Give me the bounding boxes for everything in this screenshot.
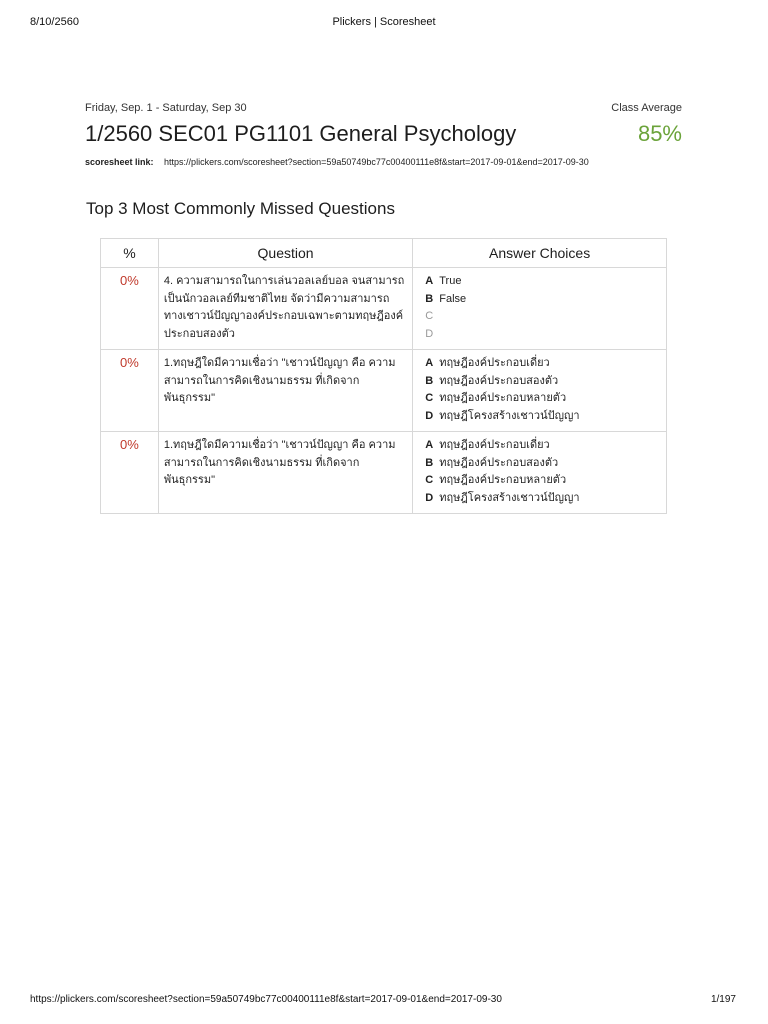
print-header bbox=[30, 16, 738, 32]
answer-choice bbox=[425, 437, 660, 455]
answer-choice bbox=[425, 408, 660, 426]
question-cell: 4. ความสามารถในการเล่นวอลเลย์บอล จนสามารถเป็นนักวอลเลย์ทีมชาติไทย จัดว่ามีความสามารถทางเชาวน์ปัญญาองค์ประกอบเฉพาะตามทฤษฎีองค์ประกอบสองตัว bbox=[158, 268, 412, 350]
choice-letter: A bbox=[425, 439, 434, 451]
question-cell: 1.ทฤษฎีใดมีความเชื่อว่า "เชาวน์ปัญญา คือ ความสามารถในการคิดเชิงนามธรรม ที่เกิดจากพันธุกรรม" bbox=[158, 350, 412, 432]
answer-choices-cell bbox=[413, 350, 667, 432]
choice-text: ทฤษฎีองค์ประกอบหลายตัว bbox=[439, 392, 567, 404]
choice-text: ทฤษฎีองค์ประกอบเดี่ยว bbox=[439, 357, 550, 369]
choice-text: ทฤษฎีโครงสร้างเชาวน์ปัญญา bbox=[439, 491, 580, 504]
answer-choice bbox=[425, 291, 660, 309]
answer-choice bbox=[425, 455, 660, 473]
class-average-label: Class Average bbox=[611, 102, 682, 114]
page-number: 1/197 bbox=[710, 994, 736, 1005]
choice-letter: A bbox=[425, 275, 434, 287]
answer-choice bbox=[425, 355, 660, 373]
answer-choices-cell bbox=[413, 268, 667, 350]
answer-choice bbox=[425, 490, 660, 508]
choice-text: ทฤษฎีองค์ประกอบสองตัว bbox=[439, 456, 559, 469]
answer-choices-cell bbox=[413, 432, 667, 514]
table-header-row bbox=[101, 239, 667, 268]
column-header-percent: % bbox=[101, 239, 159, 268]
choice-letter: B bbox=[425, 374, 434, 387]
percent-cell: 0% bbox=[101, 268, 159, 350]
answer-choice bbox=[425, 373, 660, 391]
choice-text: ทฤษฎีองค์ประกอบหลายตัว bbox=[439, 474, 567, 486]
question-cell: 1.ทฤษฎีใดมีความเชื่อว่า "เชาวน์ปัญญา คือ ความสามารถในการคิดเชิงนามธรรม ที่เกิดจากพันธุกรรม" bbox=[158, 432, 412, 514]
choice-text: ทฤษฎีโครงสร้างเชาวน์ปัญญา bbox=[439, 409, 580, 422]
missed-questions-table bbox=[100, 238, 667, 514]
choice-letter: B bbox=[425, 456, 434, 469]
footer-url: https://plickers.com/scoresheet?section=59a50749bc77c00400111e8f&start=2017-09-01&end=2017-09-30 bbox=[30, 994, 502, 1005]
course-title: 1/2560 SEC01 PG1101 General Psychology bbox=[85, 121, 517, 146]
choice-text: ทฤษฎีองค์ประกอบเดี่ยว bbox=[439, 439, 550, 451]
answer-choice bbox=[425, 273, 660, 291]
section-title: Top 3 Most Commonly Missed Questions bbox=[86, 199, 395, 218]
choice-letter: C bbox=[425, 474, 434, 486]
answer-choice bbox=[425, 308, 660, 326]
choice-letter: C bbox=[425, 310, 434, 322]
percent-cell: 0% bbox=[101, 350, 159, 432]
answer-choice bbox=[425, 472, 660, 490]
choice-letter: D bbox=[425, 409, 434, 422]
answer-choice bbox=[425, 390, 660, 408]
scoresheet-link-label: scoresheet link: bbox=[85, 157, 154, 167]
column-header-answer-choices: Answer Choices bbox=[413, 239, 667, 268]
choice-text: ทฤษฎีองค์ประกอบสองตัว bbox=[439, 374, 559, 387]
print-title: Plickers | Scoresheet bbox=[332, 16, 436, 28]
table-row bbox=[101, 268, 667, 350]
scoresheet-link[interactable]: https://plickers.com/scoresheet?section=59a50749bc77c00400111e8f&start=2017-09-01&end=2017-09-30 bbox=[164, 157, 589, 167]
choice-letter: C bbox=[425, 392, 434, 404]
choice-letter: D bbox=[425, 327, 434, 340]
percent-cell: 0% bbox=[101, 432, 159, 514]
answer-choice bbox=[425, 326, 660, 344]
choice-text: False bbox=[439, 292, 467, 305]
choice-letter: B bbox=[425, 292, 434, 305]
print-date: 8/10/2560 bbox=[30, 16, 79, 28]
table-row bbox=[101, 432, 667, 514]
choice-letter: D bbox=[425, 491, 434, 504]
class-average-value: 85% bbox=[637, 121, 682, 146]
column-header-question: Question bbox=[158, 239, 412, 268]
table-row bbox=[101, 350, 667, 432]
scoresheet-link-row bbox=[85, 157, 589, 167]
date-range: Friday, Sep. 1 - Saturday, Sep 30 bbox=[85, 102, 247, 114]
choice-text: True bbox=[439, 275, 462, 287]
choice-letter: A bbox=[425, 357, 434, 369]
